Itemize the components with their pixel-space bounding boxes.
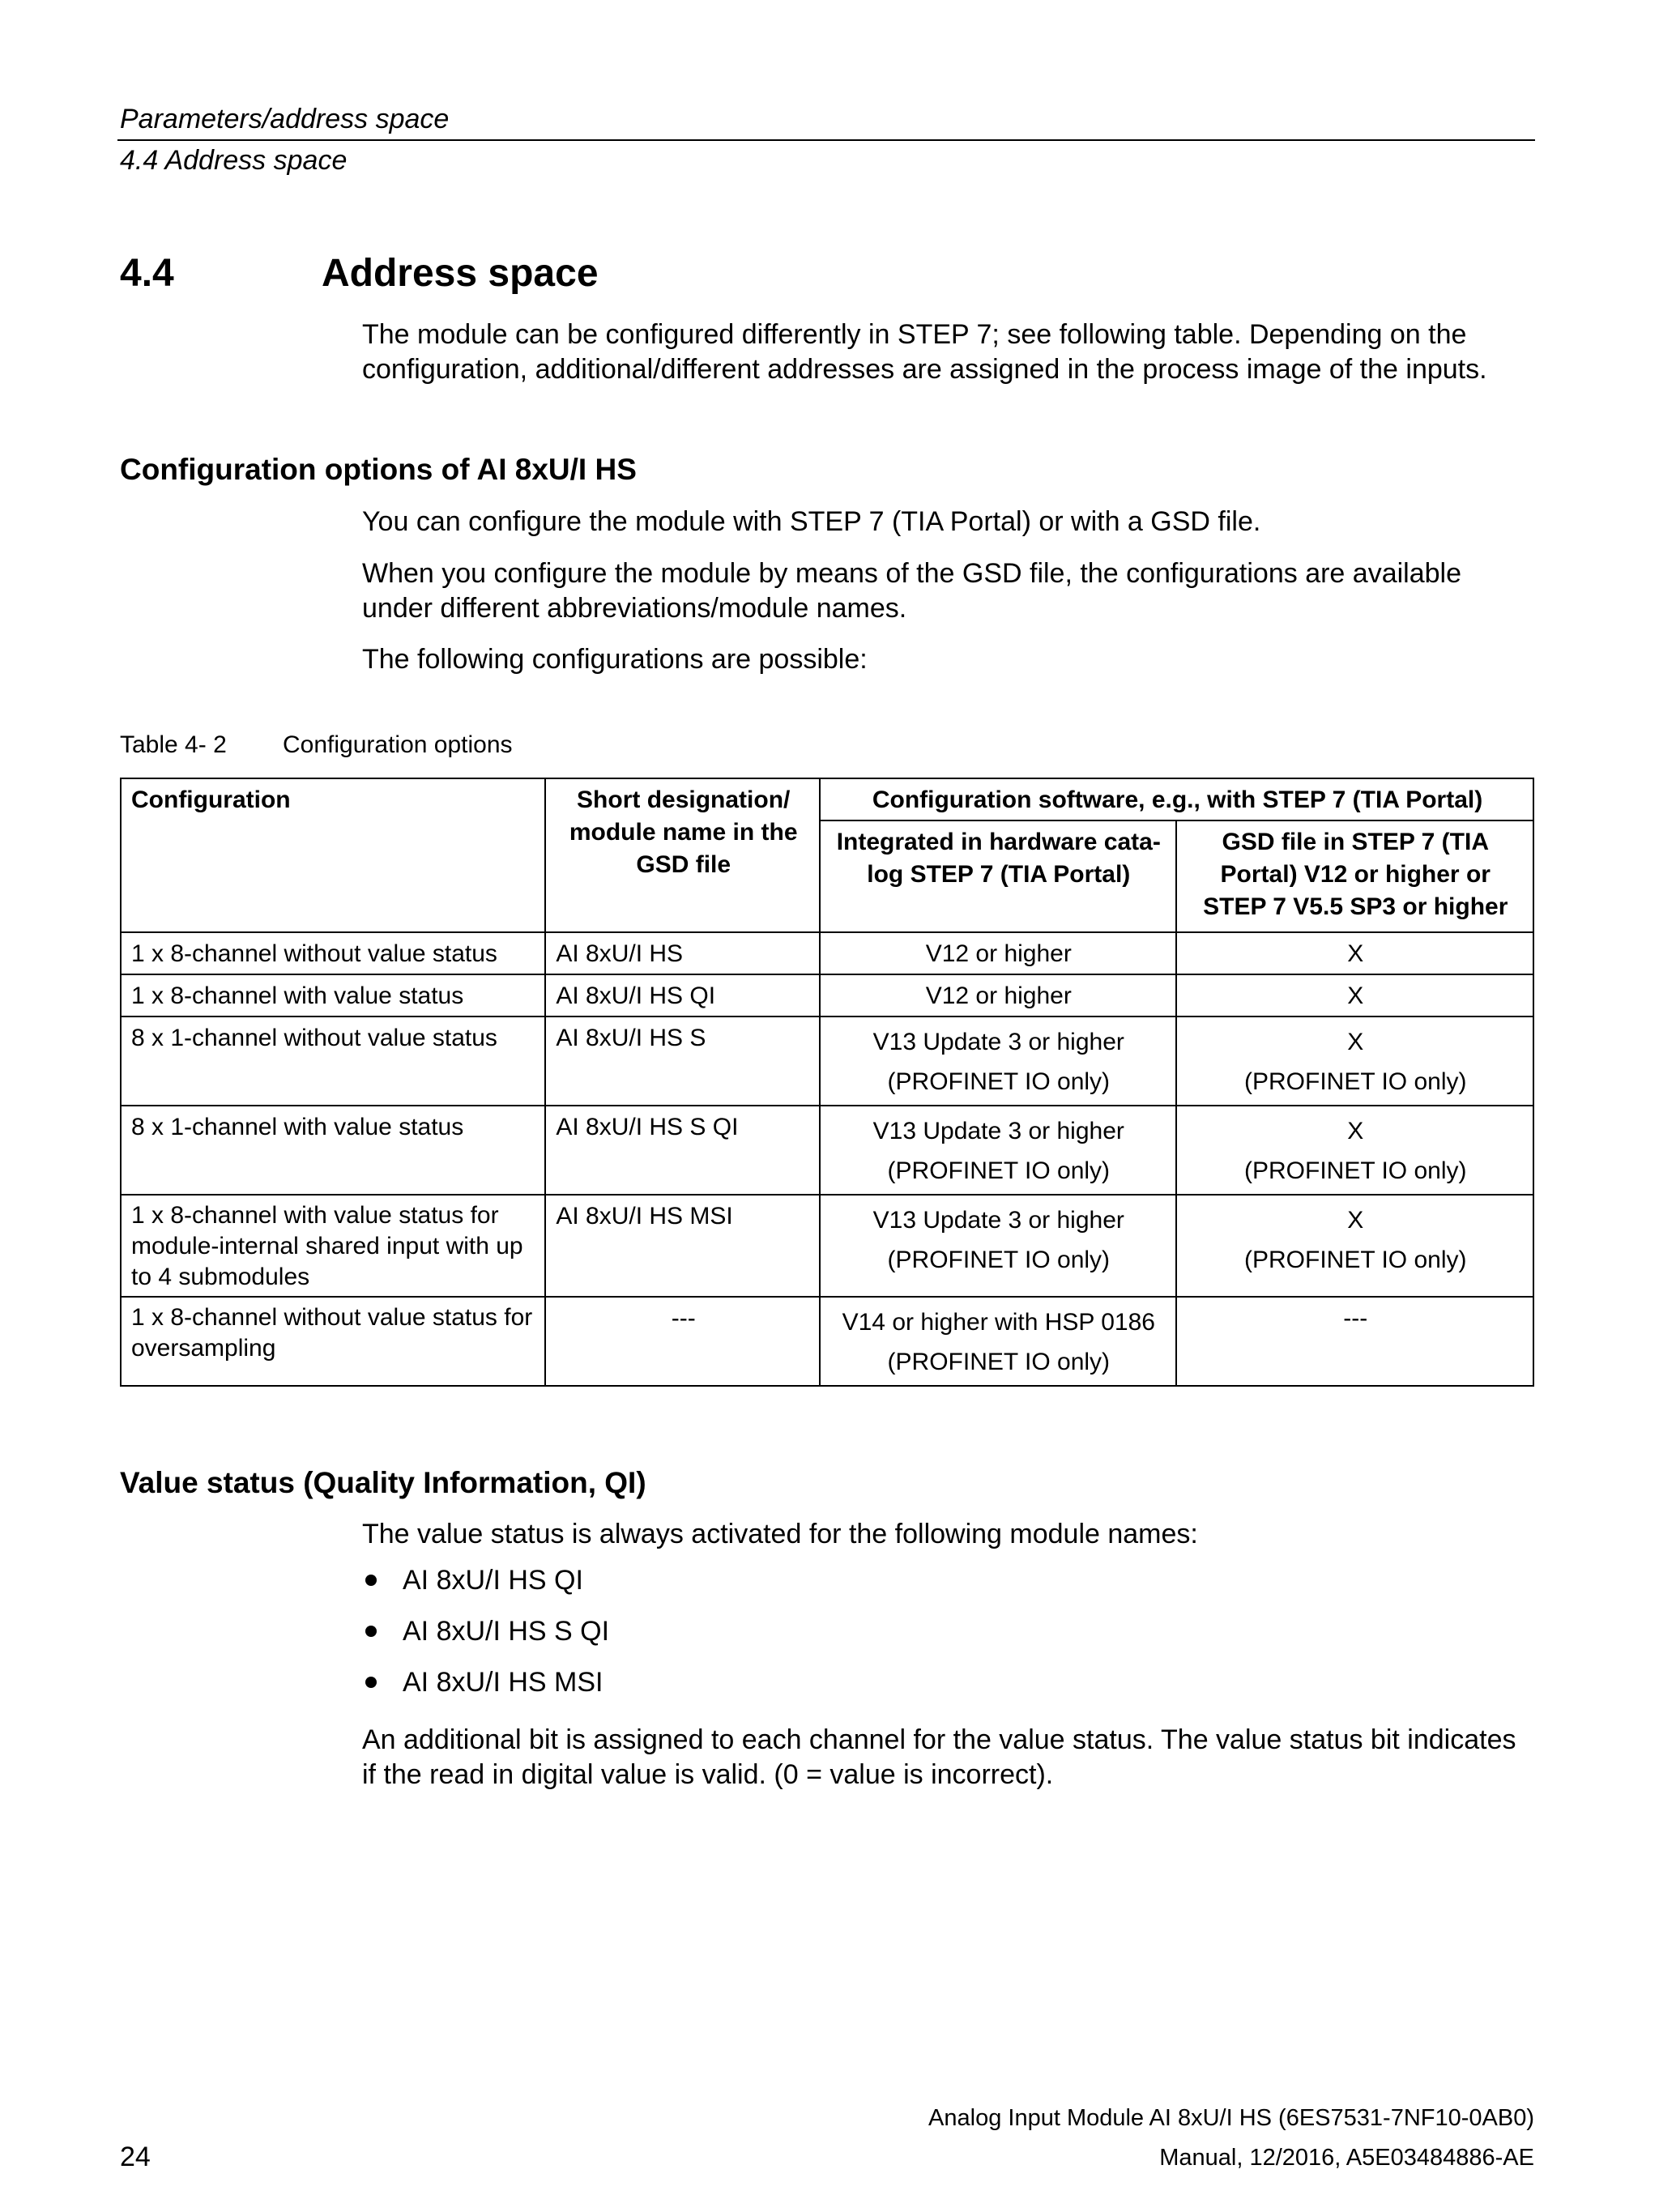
cell-gsd — [1176, 1016, 1533, 1106]
value-status-heading: Value status (Quality Information, QI) — [120, 1466, 646, 1499]
cell-integrated-line1: V12 or higher — [925, 982, 1072, 1009]
cell-integrated — [820, 1016, 1175, 1106]
bullet-text: AI 8xU/I HS QI — [403, 1565, 583, 1596]
section-number: 4.4 — [120, 252, 174, 295]
cell-gsd-line1: X — [1347, 1207, 1364, 1234]
footer-manual: Manual, 12/2016, A5E03484886-AE — [1159, 2145, 1534, 2171]
list-item — [362, 1563, 609, 1614]
bullet-text: AI 8xU/I HS S QI — [403, 1616, 610, 1647]
cell-integrated — [820, 974, 1175, 1016]
cell-integrated-line2: (PROFINET IO only) — [887, 1349, 1111, 1375]
value-status-bullet-list — [362, 1563, 609, 1716]
running-header-section: 4.4 Address space — [120, 145, 348, 176]
cell-short-designation: --- — [545, 1297, 820, 1386]
cell-gsd-line2: (PROFINET IO only) — [1244, 1157, 1467, 1184]
bullet-icon — [365, 1575, 377, 1586]
list-item — [362, 1614, 609, 1665]
cell-integrated — [820, 1297, 1175, 1386]
table-caption-label: Table 4- 2 — [120, 731, 227, 758]
cell-configuration: 1 x 8-channel with value status for module-internal shared input with up to 4 submodules — [121, 1195, 545, 1297]
cell-short-designation: AI 8xU/I HS QI — [545, 974, 820, 1016]
cell-integrated — [820, 1106, 1175, 1195]
header-integrated: Integrated in hardware catalog STEP 7 (TIA Portal) — [820, 820, 1175, 932]
cell-integrated — [820, 1195, 1175, 1297]
cell-gsd-line1: --- — [1343, 1305, 1368, 1332]
section-intro: The module can be configured differently in STEP 7; see following table. Depending on the configuration, additional/different addresses are assigned in the process image of the inputs. — [362, 319, 1487, 385]
table-row — [121, 974, 1533, 1016]
header-rule — [117, 139, 1535, 141]
footer-product: Analog Input Module AI 8xU/I HS (6ES7531-7NF10-0AB0) — [928, 2105, 1534, 2131]
cell-configuration: 1 x 8-channel without value status — [121, 932, 545, 974]
config-options-para2: When you configure the module by means of the GSD file, the configurations are available under different abbreviations/module names. — [362, 558, 1461, 624]
cell-configuration: 8 x 1-channel with value status — [121, 1106, 545, 1195]
cell-gsd-line1: X — [1347, 982, 1364, 1009]
cell-gsd — [1176, 974, 1533, 1016]
bullet-icon — [365, 1626, 377, 1637]
cell-gsd-line1: X — [1347, 1118, 1364, 1144]
page-number: 24 — [120, 2142, 151, 2172]
cell-short-designation: AI 8xU/I HS S — [545, 1016, 820, 1106]
cell-integrated-line2: (PROFINET IO only) — [887, 1068, 1111, 1095]
cell-gsd — [1176, 1195, 1533, 1297]
header-gsd-file: GSD file in STEP 7 (TIA Portal) V12 or higher or STEP 7 V5.5 SP3 or higher — [1176, 820, 1533, 932]
cell-integrated-line1: V12 or higher — [925, 940, 1072, 967]
cell-integrated-line1: V13 Update 3 or higher — [872, 1029, 1124, 1055]
value-status-intro: The value status is always activated for the following module names: — [362, 1519, 1198, 1549]
cell-integrated-line1: V13 Update 3 or higher — [872, 1118, 1124, 1144]
cell-integrated-line2: (PROFINET IO only) — [887, 1157, 1111, 1184]
header-config-software: Configuration software, e.g., with STEP 7 (TIA Portal) — [820, 778, 1533, 820]
cell-gsd — [1176, 932, 1533, 974]
table-row — [121, 1297, 1533, 1386]
header-short-designation: Short designation/ module name in the GSD file — [545, 778, 820, 932]
cell-integrated — [820, 932, 1175, 974]
table-row — [121, 1195, 1533, 1297]
table-caption-title: Configuration options — [283, 731, 513, 758]
cell-gsd — [1176, 1106, 1533, 1195]
cell-gsd-line1: X — [1347, 940, 1364, 967]
header-configuration: Configuration — [121, 778, 545, 932]
cell-configuration: 8 x 1-channel without value status — [121, 1016, 545, 1106]
cell-short-designation: AI 8xU/I HS — [545, 932, 820, 974]
cell-integrated-line1: V13 Update 3 or higher — [872, 1207, 1124, 1234]
cell-short-designation: AI 8xU/I HS S QI — [545, 1106, 820, 1195]
bullet-text: AI 8xU/I HS MSI — [403, 1667, 603, 1698]
bullet-icon — [365, 1677, 377, 1688]
config-options-para3: The following configurations are possible: — [362, 644, 868, 675]
table-row — [121, 1106, 1533, 1195]
cell-short-designation: AI 8xU/I HS MSI — [545, 1195, 820, 1297]
cell-gsd-line2: (PROFINET IO only) — [1244, 1068, 1467, 1095]
section-title: Address space — [322, 252, 599, 295]
table-row — [121, 932, 1533, 974]
config-options-para1: You can configure the module with STEP 7 (TIA Portal) or with a GSD file. — [362, 506, 1261, 537]
configuration-table — [120, 778, 1534, 1387]
cell-configuration: 1 x 8-channel without value status for oversampling — [121, 1297, 545, 1386]
value-status-closing: An additional bit is assigned to each channel for the value status. The value status bit indicates if the read in digital value is valid. (0 = value is incorrect). — [362, 1724, 1516, 1790]
cell-gsd — [1176, 1297, 1533, 1386]
table-row — [121, 1016, 1533, 1106]
config-options-heading: Configuration options of AI 8xU/I HS — [120, 453, 637, 486]
cell-integrated-line2: (PROFINET IO only) — [887, 1247, 1111, 1273]
cell-gsd-line1: X — [1347, 1029, 1364, 1055]
cell-integrated-line1: V14 or higher with HSP 0186 — [842, 1309, 1155, 1336]
list-item — [362, 1665, 609, 1716]
cell-configuration: 1 x 8-channel with value status — [121, 974, 545, 1016]
cell-gsd-line2: (PROFINET IO only) — [1244, 1247, 1467, 1273]
running-header-chapter: Parameters/address space — [120, 104, 450, 134]
